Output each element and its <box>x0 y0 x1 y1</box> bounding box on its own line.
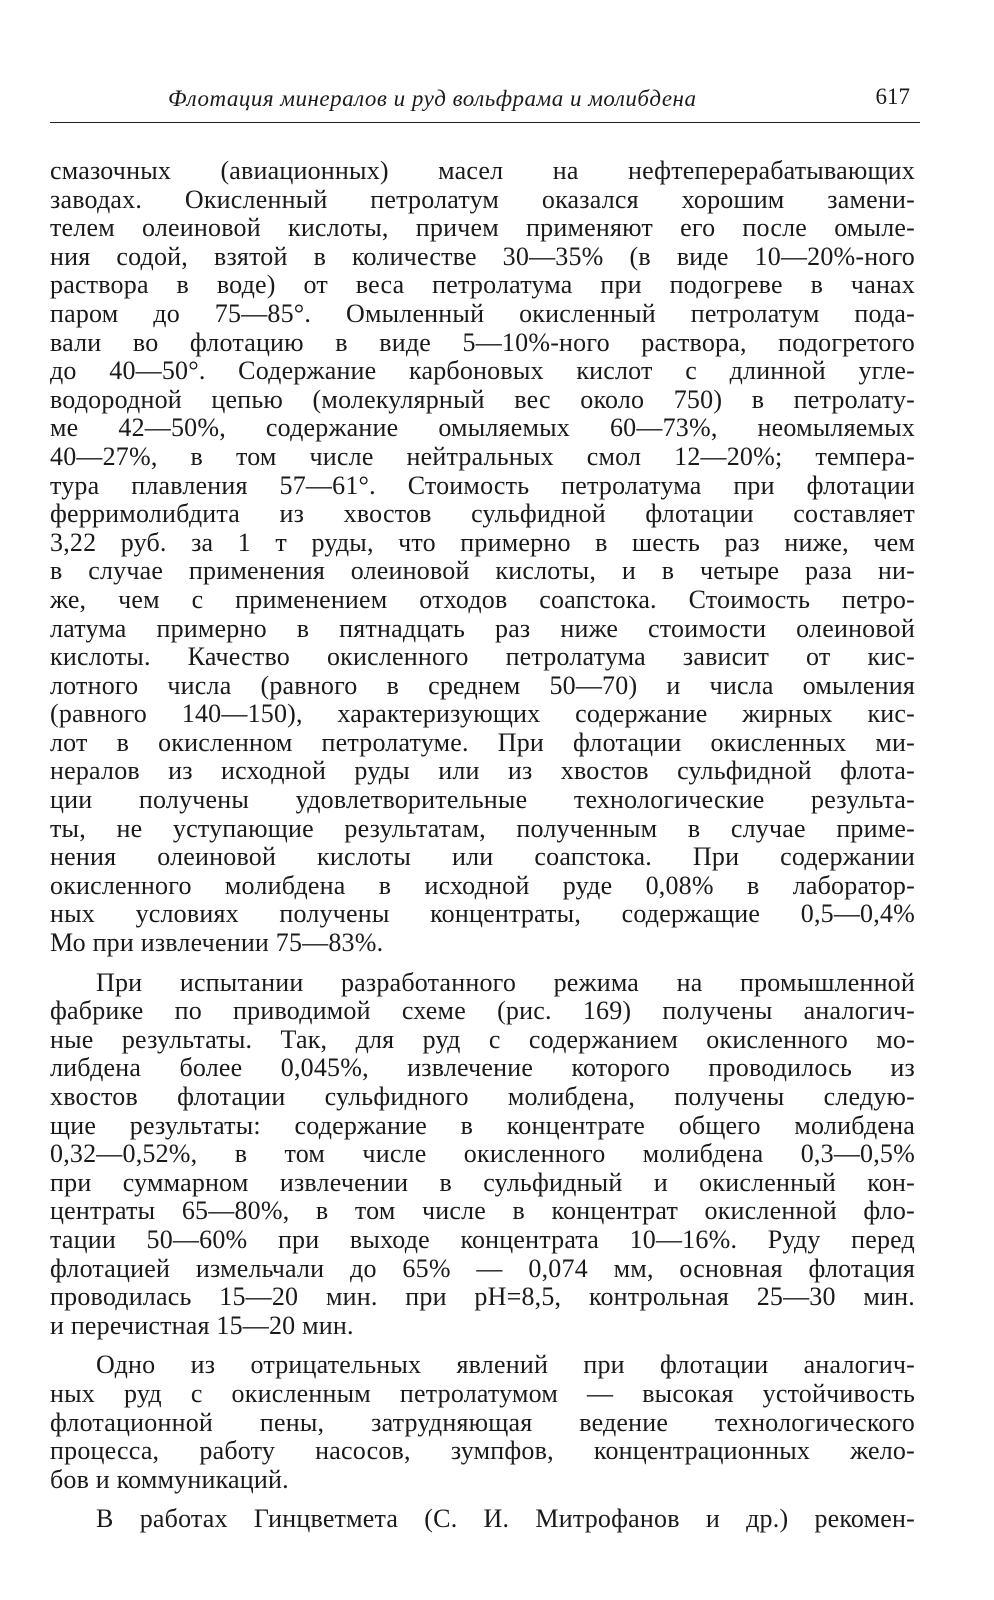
paragraph-2 <box>50 969 915 1341</box>
text-line: процесса, работу насосов, зумпфов, концентрационных жело- <box>50 1437 915 1466</box>
paragraph-gap <box>50 1340 915 1351</box>
text-line: латума примерно в пятнадцать раз ниже стоимости олеиновой <box>50 614 915 643</box>
text-line: же, чем с применением отходов соапстока. Стоимость петро- <box>50 585 915 614</box>
text-line: заводах. Окисленный петролатум оказался хорошим замени- <box>50 185 915 214</box>
text-line: фабрике по приводимой схеме (рис. 169) получены аналогич- <box>50 997 915 1026</box>
text-line: ния содой, взятой в количестве 30—35% (в виде 10—20%-ного <box>50 242 915 271</box>
text-line: ные результаты. Так, для руд с содержанием окисленного мо- <box>50 1025 915 1054</box>
text-line: в случае применения олеиновой кислоты, и в четыре раза ни- <box>50 557 915 586</box>
text-line: При испытании разработанного режима на промышленной <box>96 968 915 997</box>
running-header <box>50 82 920 123</box>
paragraph-gap <box>50 1494 915 1505</box>
text-line: флотацией измельчали до 65% — 0,074 мм, основная флотация <box>50 1254 915 1283</box>
body-text <box>50 157 915 1534</box>
text-line: до 40—50°. Содержание карбоновых кислот с длинной угле- <box>50 357 915 386</box>
text-line: паром до 75—85°. Омыленный окисленный петролатум пода- <box>50 299 915 328</box>
paragraph-1 <box>50 157 915 958</box>
text-line: щие результаты: содержание в концентрате общего молибдена <box>50 1111 915 1140</box>
paragraph-4 <box>50 1505 915 1534</box>
text-line: 0,32—0,52%, в том числе окисленного молибдена 0,3—0,5% <box>50 1140 915 1169</box>
text-line: и перечистная 15—20 мин. <box>50 1311 354 1340</box>
text-line: нения олеиновой кислоты или соапстока. При содержании <box>50 843 915 872</box>
running-title: Флотация минералов и руд вольфрама и молибдена <box>168 86 697 111</box>
text-line: 40—27%, в том числе нейтральных смол 12—20%; темпера- <box>50 442 915 471</box>
text-line: ты, не уступающие результатам, полученным в случае приме- <box>50 814 915 843</box>
text-line: Одно из отрицательных явлений при флотации аналогич- <box>96 1351 915 1380</box>
text-line: лот в окисленном петролатуме. При флотации окисленных ми- <box>50 728 915 757</box>
text-line: В работах Гинцветмета (С. И. Митрофанов и др.) рекомен- <box>96 1505 915 1534</box>
text-line: центраты 65—80%, в том числе в концентрат окисленной фло- <box>50 1197 915 1226</box>
paragraph-3 <box>50 1351 915 1494</box>
text-line: Мо при извлечении 75—83%. <box>50 929 384 958</box>
text-line: (равного 140—150), характеризующих содержание жирных кис- <box>50 700 915 729</box>
text-line: проводилась 15—20 мин. при pH=8,5, контрольная 25—30 мин. <box>50 1283 915 1312</box>
text-line: при суммарном извлечении в сульфидный и окисленный кон- <box>50 1168 915 1197</box>
paragraph-gap <box>50 958 915 969</box>
text-line: окисленного молибдена в исходной руде 0,08% в лаборатор- <box>50 871 915 900</box>
text-line: ных условиях получены концентраты, содержащие 0,5—0,4% <box>50 900 915 929</box>
text-line: смазочных (авиационных) масел на нефтеперерабатывающих <box>50 157 915 185</box>
text-line: ных руд с окисленным петролатумом — высокая устойчивость <box>50 1379 915 1408</box>
text-line: либдена более 0,045%, извлечение которого проводилось из <box>50 1054 915 1083</box>
text-line: водородной цепью (молекулярный вес около 750) в петролату- <box>50 385 915 414</box>
text-line: тура плавления 57—61°. Стоимость петролатума при флотации <box>50 471 915 500</box>
text-line: ции получены удовлетворительные технологические результа- <box>50 786 915 815</box>
text-line: ферримолибдита из хвостов сульфидной флотации составляет <box>50 500 915 529</box>
text-line: бов и коммуникаций. <box>50 1465 289 1494</box>
text-line: флотационной пены, затрудняющая ведение технологического <box>50 1408 915 1437</box>
text-line: вали во флотацию в виде 5—10%-ного раствора, подогретого <box>50 328 915 357</box>
text-line: нералов из исходной руды или из хвостов сульфидной флота- <box>50 757 915 786</box>
text-line: телем олеиновой кислоты, причем применяют его после омыле- <box>50 214 915 243</box>
text-line: хвостов флотации сульфидного молибдена, получены следую- <box>50 1083 915 1111</box>
text-line: ме 42—50%, содержание омыляемых 60—73%, неомыляемых <box>50 414 915 443</box>
text-line: раствора в воде) от веса петролатума при подогреве в чанах <box>50 271 915 300</box>
text-line: 3,22 руб. за 1 т руды, что примерно в шесть раз ниже, чем <box>50 528 915 557</box>
text-line: тации 50—60% при выходе концентрата 10—16%. Руду перед <box>50 1225 915 1254</box>
page-number: 617 <box>875 84 910 109</box>
text-line: кислоты. Качество окисленного петролатума зависит от кис- <box>50 643 915 672</box>
text-line: лотного числа (равного в среднем 50—70) и числа омыления <box>50 671 915 700</box>
